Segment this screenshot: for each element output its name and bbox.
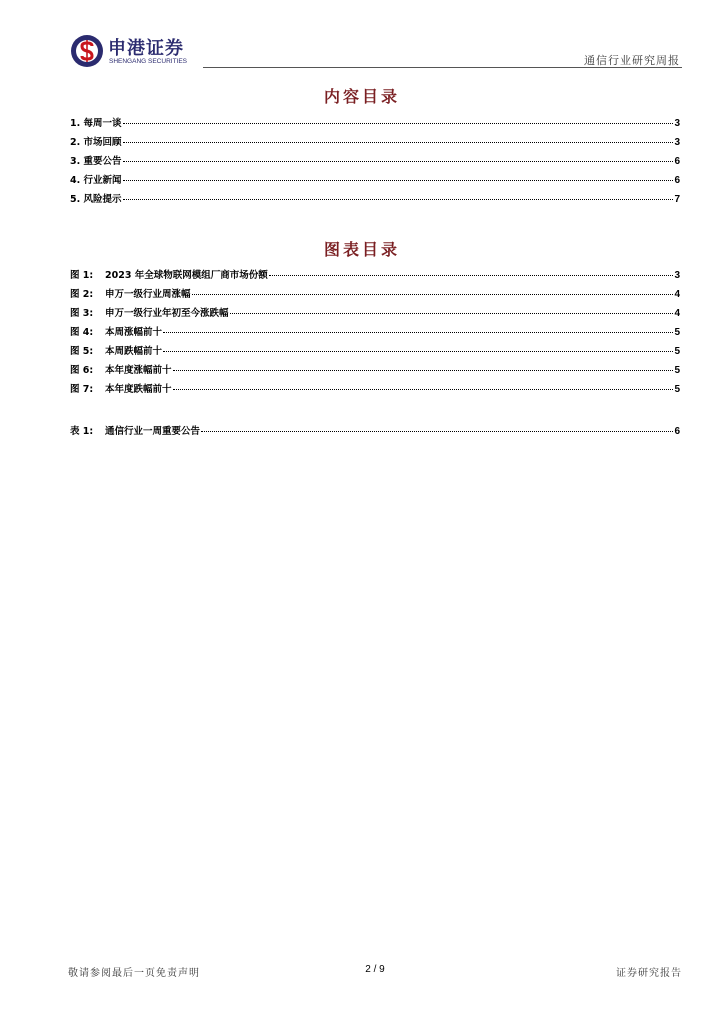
table-label: 通信行业一周重要公告 <box>105 426 201 437</box>
figure-page: 5 <box>674 346 680 357</box>
figure-page: 4 <box>674 289 680 300</box>
figure-label: 本年度涨幅前十 <box>105 365 172 376</box>
toc-row[interactable] <box>70 153 680 172</box>
figure-label: 本年度跌幅前十 <box>105 384 172 395</box>
figure-page: 5 <box>674 384 680 395</box>
figure-row[interactable] <box>70 305 680 324</box>
toc-row[interactable] <box>70 134 680 153</box>
figure-row[interactable] <box>70 381 680 400</box>
toc-page: 3 <box>674 118 680 129</box>
figure-page: 3 <box>674 270 680 281</box>
toc-page: 6 <box>674 156 680 167</box>
figure-num: 图 4: <box>70 327 94 338</box>
toc-label: 市场回顾 <box>83 137 122 148</box>
dot-leader <box>173 370 674 371</box>
figure-num: 图 6: <box>70 365 94 376</box>
dot-leader <box>269 275 674 276</box>
table-row[interactable] <box>70 423 680 442</box>
figure-label: 本周涨幅前十 <box>105 327 163 338</box>
header-divider <box>203 67 682 68</box>
figure-row[interactable] <box>70 324 680 343</box>
toc-num: 4. <box>70 175 81 186</box>
dot-leader <box>173 389 674 390</box>
toc-page: 7 <box>674 194 680 205</box>
figure-num: 图 1: <box>70 270 94 281</box>
dot-leader <box>123 142 674 143</box>
toc-page: 6 <box>674 175 680 186</box>
toc-num: 5. <box>70 194 81 205</box>
company-logo <box>68 32 208 70</box>
figure-page: 5 <box>674 365 680 376</box>
dot-leader <box>123 180 674 181</box>
report-type: 通信行业研究周报 <box>584 54 680 67</box>
toc-label: 每周一谈 <box>83 118 122 129</box>
figure-num: 图 3: <box>70 308 94 319</box>
figure-label: 2023 年全球物联网模组厂商市场份额 <box>105 270 268 281</box>
toc-label: 风险提示 <box>83 194 122 205</box>
toc-row[interactable] <box>70 191 680 210</box>
figure-row[interactable] <box>70 362 680 381</box>
figure-num: 图 2: <box>70 289 94 300</box>
figures-list <box>70 267 680 400</box>
figure-row[interactable] <box>70 286 680 305</box>
toc-label: 重要公告 <box>83 156 122 167</box>
figure-num: 图 5: <box>70 346 94 357</box>
dot-leader <box>230 313 674 314</box>
toc-row[interactable] <box>70 115 680 134</box>
dot-leader <box>163 332 673 333</box>
figure-page: 5 <box>674 327 680 338</box>
logo-text-cn: 申港证券 <box>108 38 184 59</box>
toc-num: 2. <box>70 137 81 148</box>
logo-icon <box>70 34 104 68</box>
figure-num: 图 7: <box>70 384 94 395</box>
toc-row[interactable] <box>70 172 680 191</box>
toc-label: 行业新闻 <box>83 175 122 186</box>
logo-text-en: SHENGANG SECURITIES <box>109 58 188 65</box>
dot-leader <box>192 294 674 295</box>
toc-num: 3. <box>70 156 81 167</box>
page-footer <box>68 964 682 980</box>
figure-label: 申万一级行业年初至今涨跌幅 <box>105 308 229 319</box>
report-category: 证券研究报告 <box>616 968 682 979</box>
dot-leader <box>163 351 673 352</box>
toc-num: 1. <box>70 118 81 129</box>
figure-label: 申万一级行业周涨幅 <box>105 289 191 300</box>
figure-row[interactable] <box>70 343 680 362</box>
table-num: 表 1: <box>70 426 94 437</box>
page-header <box>68 32 682 70</box>
figure-page: 4 <box>674 308 680 319</box>
dot-leader <box>123 123 674 124</box>
figure-row[interactable] <box>70 267 680 286</box>
dot-leader <box>201 431 673 432</box>
page-number: 2 / 9 <box>365 964 385 975</box>
table-page: 6 <box>674 426 680 437</box>
contents-title: 内容目录 <box>323 87 400 106</box>
tables-list <box>70 423 680 442</box>
toc-page: 3 <box>674 137 680 148</box>
dot-leader <box>123 199 674 200</box>
figure-label: 本周跌幅前十 <box>105 346 163 357</box>
disclaimer-note: 敬请参阅最后一页免责声明 <box>68 968 200 979</box>
figures-title: 图表目录 <box>323 240 400 259</box>
dot-leader <box>123 161 674 162</box>
contents-list <box>70 115 680 210</box>
